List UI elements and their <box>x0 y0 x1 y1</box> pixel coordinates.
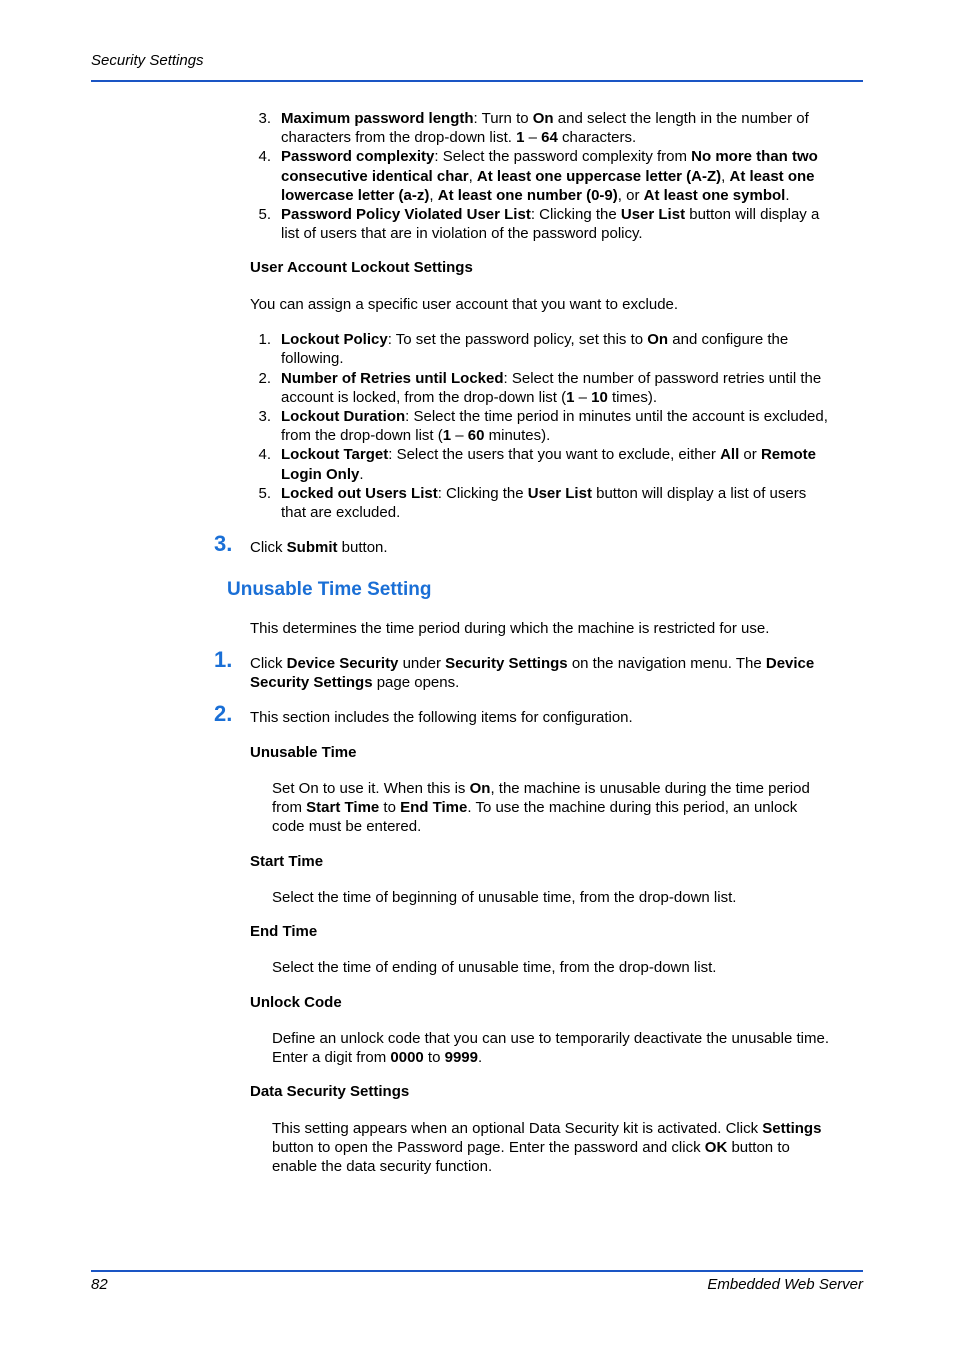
list-item-line: Maximum password length: Turn to On and select the length in the number of <box>281 110 809 127</box>
step-number: 3. <box>214 531 233 556</box>
list-number: 5. <box>258 206 271 223</box>
list-item-line: Locked out Users List: Clicking the User List button will display a list of users <box>281 485 807 502</box>
item-heading: Start Time <box>250 853 324 870</box>
step-text: This section includes the following items for configuration. <box>250 709 633 726</box>
lockout-heading: User Account Lockout Settings <box>250 259 473 276</box>
lockout-intro: You can assign a specific user account that you want to exclude. <box>250 296 679 313</box>
list-item-line: consecutive identical char, At least one uppercase letter (A-Z), At least one <box>281 168 815 185</box>
list-item-line: Password complexity: Select the password complexity from No more than two <box>281 148 818 165</box>
page-number: 82 <box>91 1276 108 1293</box>
step-number: 2. <box>214 701 233 726</box>
step-text: Security Settings page opens. <box>250 674 460 691</box>
item-heading: Data Security Settings <box>250 1083 410 1100</box>
item-text: from Start Time to End Time. To use the machine during this period, an unlock <box>272 799 798 816</box>
item-heading: Unusable Time <box>250 744 357 761</box>
step-number: 1. <box>214 647 233 672</box>
list-item-line: Lockout Target: Select the users that you want to exclude, either All or Remote <box>281 446 816 463</box>
list-number: 4. <box>258 446 271 463</box>
item-text: This setting appears when an optional Data Security kit is activated. Click Settings <box>272 1120 822 1137</box>
list-item-line: list of users that are in violation of the password policy. <box>281 225 643 242</box>
item-text: Select the time of ending of unusable time, from the drop-down list. <box>272 959 717 976</box>
item-heading: End Time <box>250 923 318 940</box>
item-text: code must be entered. <box>272 818 422 835</box>
item-text: enable the data security function. <box>272 1158 493 1175</box>
list-number: 5. <box>258 485 271 502</box>
footer-title: Embedded Web Server <box>707 1276 863 1293</box>
list-item-line: Number of Retries until Locked: Select the number of password retries until the <box>281 370 822 387</box>
list-number: 2. <box>258 370 271 387</box>
list-number: 3. <box>258 408 271 425</box>
item-text: Define an unlock code that you can use to temporarily deactivate the unusable time. <box>272 1030 829 1047</box>
list-item-line: following. <box>281 350 344 367</box>
list-number: 3. <box>258 110 271 127</box>
list-item-line: Login Only. <box>281 466 364 483</box>
item-text: button to open the Password page. Enter the password and click OK button to <box>272 1139 790 1156</box>
section-intro: This determines the time period during which the machine is restricted for use. <box>250 620 770 637</box>
item-text: Select the time of beginning of unusable time, from the drop-down list. <box>272 889 737 906</box>
step-text: Click Submit button. <box>250 539 388 556</box>
list-item-line: Lockout Duration: Select the time period in minutes until the account is excluded, <box>281 408 828 425</box>
footer-rule <box>91 1270 863 1272</box>
header-rule <box>91 80 863 82</box>
step-text: Click Device Security under Security Settings on the navigation menu. The Device <box>250 655 815 672</box>
list-item-line: lowercase letter (a-z), At least one number (0-9), or At least one symbol. <box>281 187 790 204</box>
list-number: 1. <box>258 331 271 348</box>
list-item-line: from the drop-down list (1 – 60 minutes). <box>281 427 551 444</box>
running-header: Security Settings <box>91 52 204 69</box>
list-item-line: Lockout Policy: To set the password policy, set this to On and configure the <box>281 331 789 348</box>
item-text: Set On to use it. When this is On, the machine is unusable during the time period <box>272 780 810 797</box>
section-title: Unusable Time Setting <box>227 579 432 600</box>
item-heading: Unlock Code <box>250 994 342 1011</box>
list-item-line: Password Policy Violated User List: Clicking the User List button will display a <box>281 206 820 223</box>
list-item-line: account is locked, from the drop-down list (1 – 10 times). <box>281 389 658 406</box>
list-item-line: characters from the drop-down list. 1 – 64 characters. <box>281 129 637 146</box>
item-text: Enter a digit from 0000 to 9999. <box>272 1049 483 1066</box>
list-number: 4. <box>258 148 271 165</box>
list-item-line: that are excluded. <box>281 504 401 521</box>
